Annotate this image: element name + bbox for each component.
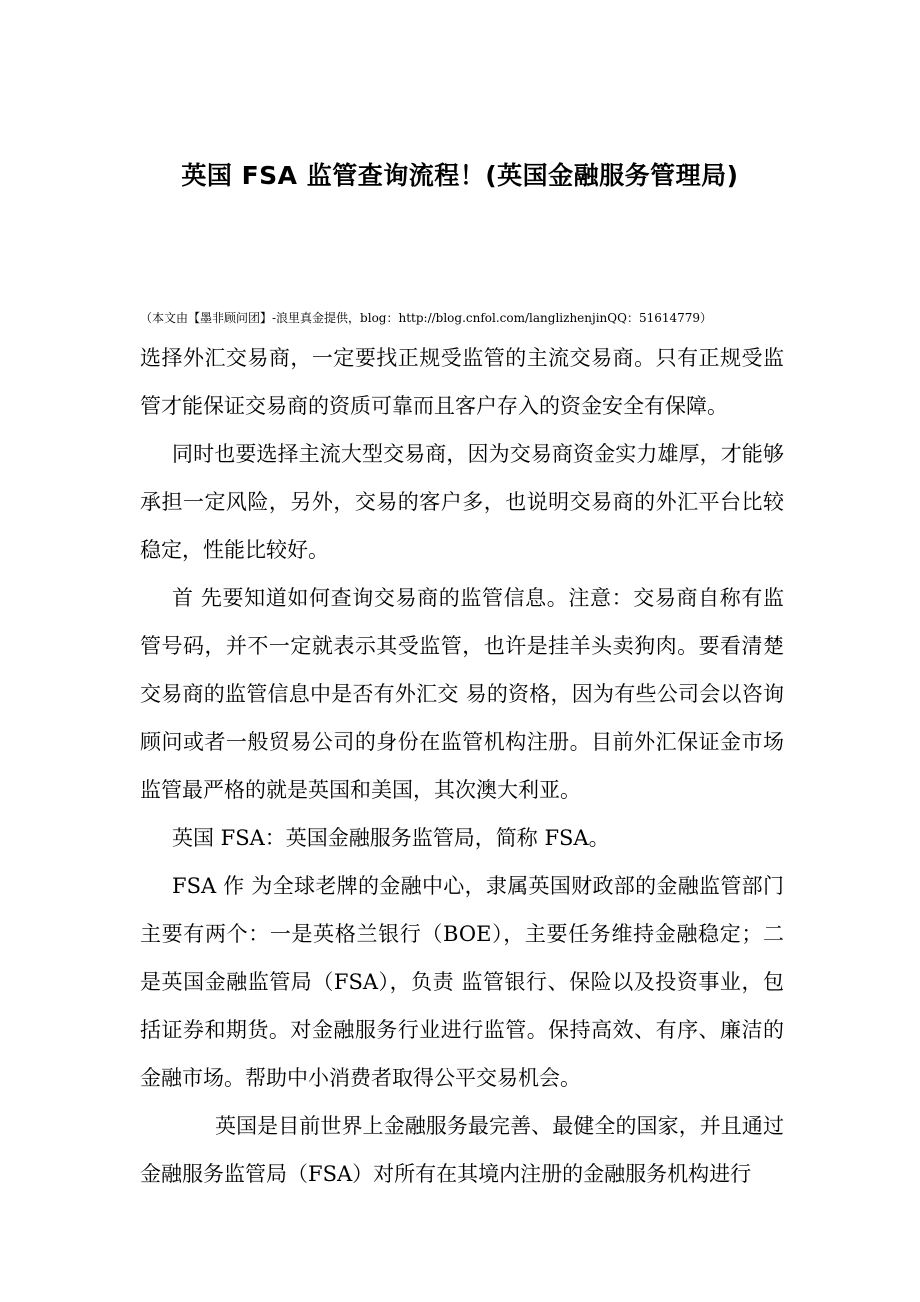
- paragraph: 同时也要选择主流大型交易商，因为交易商资金实力雄厚，才能够承担一定风险，另外，交易的客户多，也说明交易商的外汇平台比较稳定，性能比较好。: [140, 442, 784, 562]
- paragraph: 英国 FSA：英国金融服务监管局，简称 FSA。: [172, 826, 610, 850]
- paragraph: FSA 作 为全球老牌的金融中心，隶属英国财政部的金融监管部门主要有两个：一是英格兰银行（BOE），主要任务维持金融稳定；二是英国金融监管局（FSA），负责 监管银行、保险以及投资事业，包括证券和期货。对金融服务行业进行监管。保持高效、有序、廉洁的金融市场。帮助中小消费者取得公平交易机会。: [140, 874, 784, 1090]
- document-body: [140, 334, 784, 1198]
- paragraph: 首 先要知道如何查询交易商的监管信息。注意：交易商自称有监管号码，并不一定就表示其受监管，也许是挂羊头卖狗肉。要看清楚交易商的监管信息中是否有外汇交 易的资格，因为有些公司会以咨询顾问或者一般贸易公司的身份在监管机构注册。目前外汇保证金市场监管最严格的就是英国和美国，其次澳大利亚。: [140, 586, 784, 802]
- paragraph: 英国是目前世界上金融服务最完善、最健全的国家，并且通过金融服务监管局（FSA）对所有在其境内注册的金融服务机构进行: [140, 1114, 784, 1186]
- paragraph: 选择外汇交易商，一定要找正规受监管的主流交易商。只有正规受监管才能保证交易商的资质可靠而且客户存入的资金安全有保障。: [140, 346, 784, 418]
- source-note: （本文由【墨非顾问团】-浪里真金提供，blog：http://blog.cnfol.com/langlizhenjinQQ：51614779）: [140, 311, 713, 325]
- document-title: 英国 FSA 监管查询流程！(英国金融服务管理局): [181, 161, 739, 190]
